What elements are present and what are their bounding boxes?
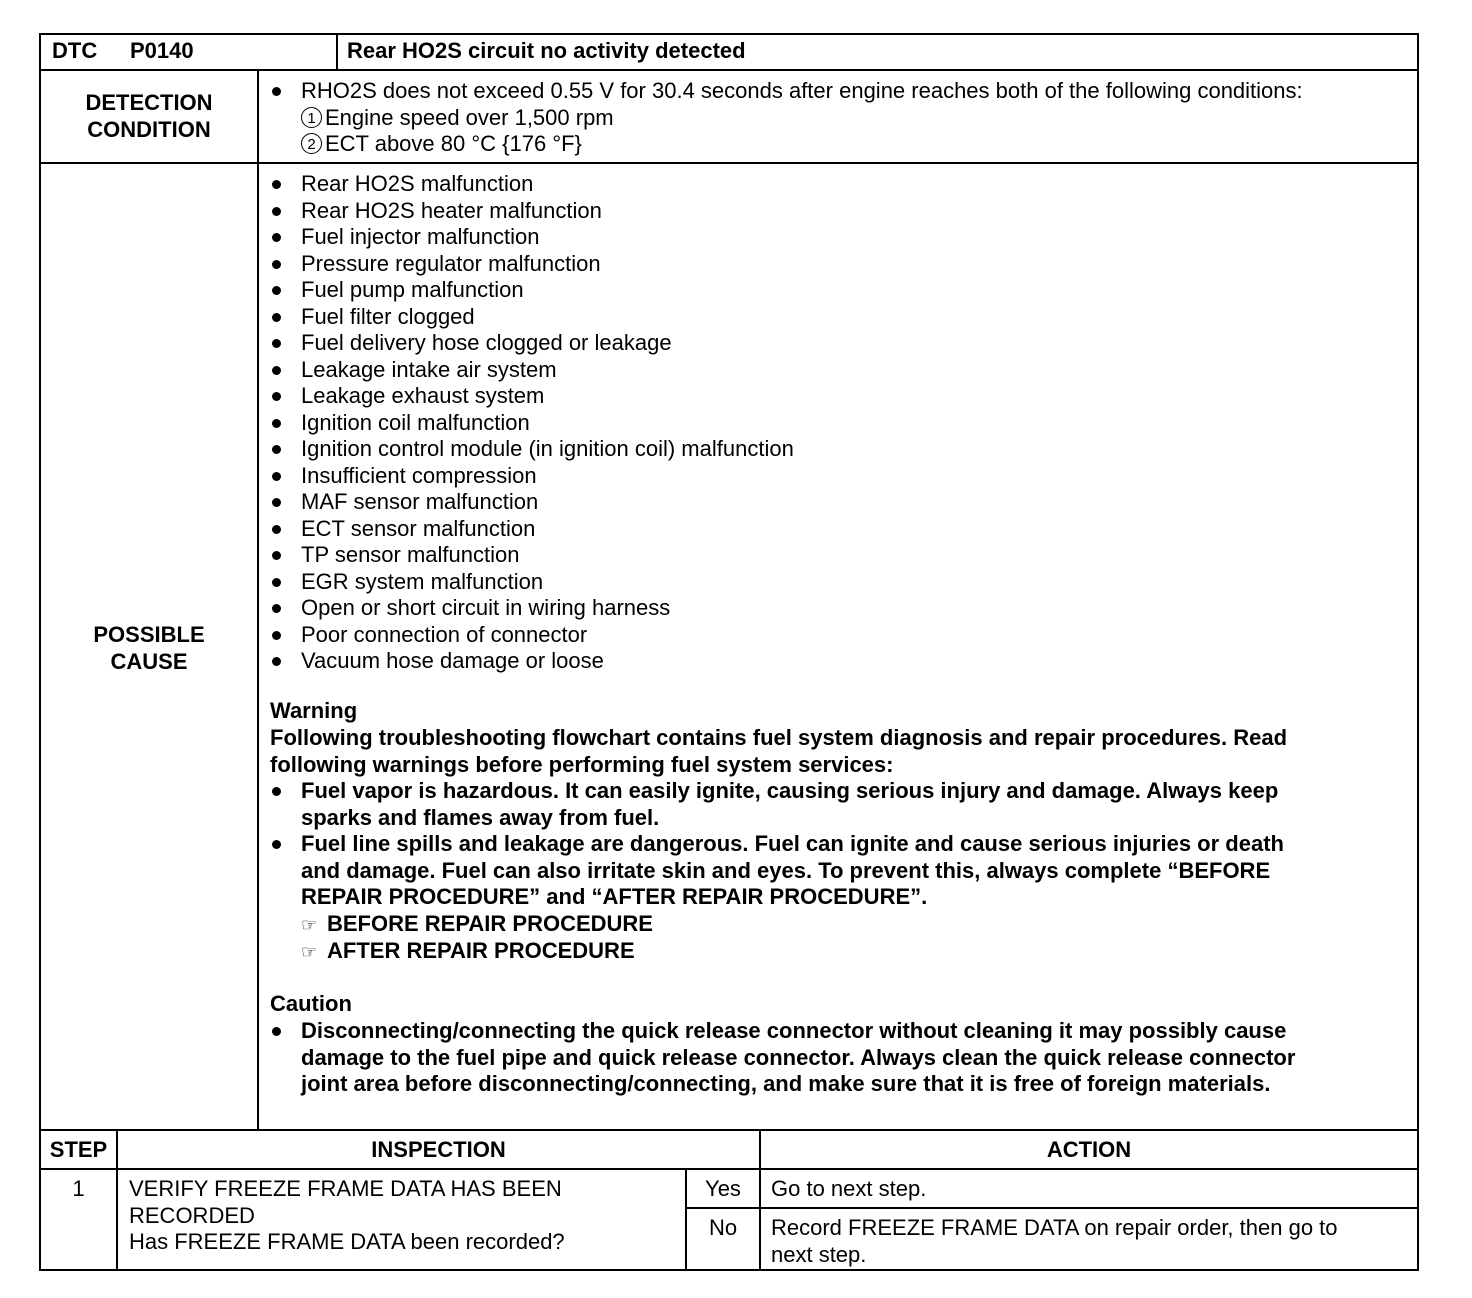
pointing-hand-icon: ☞	[301, 914, 318, 935]
col-divider	[336, 33, 338, 70]
yes-label: Yes	[705, 1176, 741, 1201]
row-divider	[685, 1207, 1419, 1209]
no-label: No	[708, 1215, 738, 1240]
row-divider	[39, 162, 1419, 164]
cause-item: Pressure regulator malfunction	[270, 251, 794, 278]
warning-item: Fuel vapor is hazardous. It can easily ignite, causing serious injury and damage. Always keep sparks and flames away from fuel.	[270, 778, 1284, 831]
no-action: Record FREEZE FRAME DATA on repair order, then go to next step.	[771, 1215, 1338, 1267]
cause-item: EGR system malfunction	[270, 569, 794, 596]
warning-list	[270, 778, 1284, 966]
row-divider	[39, 1168, 1419, 1170]
detection-cond-1: 1 Engine speed over 1,500 rpm	[270, 105, 1303, 132]
cause-item: Open or short circuit in wiring harness	[270, 595, 794, 622]
caution-title: Caution	[270, 991, 352, 1016]
col-header-inspection: INSPECTION	[371, 1137, 506, 1162]
detection-cond-2: 2 ECT above 80 °C {176 °F}	[270, 131, 1303, 158]
cause-item: Leakage intake air system	[270, 357, 794, 384]
cause-item: TP sensor malfunction	[270, 542, 794, 569]
cause-item: Poor connection of connector	[270, 622, 794, 649]
caution-item: Disconnecting/connecting the quick release connector without cleaning it may possibly cause damage to the fuel pipe and quick release connector. Always clean the quick release connector joint area before disconnecting/connecting, and make sure that it is free of foreign materials.	[270, 1018, 1295, 1098]
cause-item: Fuel injector malfunction	[270, 224, 794, 251]
cause-item: Fuel filter clogged	[270, 304, 794, 331]
dtc-code: P0140	[130, 38, 194, 63]
cause-item: Ignition control module (in ignition coil) malfunction	[270, 436, 794, 463]
ref-before-repair[interactable]: ☞ BEFORE REPAIR PROCEDURE	[301, 911, 1284, 939]
possible-cause-label: POSSIBLE CAUSE	[93, 622, 205, 674]
col-divider	[257, 69, 259, 1131]
warning-item: Fuel line spills and leakage are dangerous. Fuel can ignite and cause serious injuries or death and damage. Fuel can also irritate skin and eyes. To prevent this, always complete “BEFORE REPAIR PROCEDURE” and “AFTER REPAIR PROCEDURE”. ☞ BEFORE REPAIR PROCEDURE ☞ AFTER REPAIR PROCEDURE	[270, 831, 1284, 966]
possible-cause-list	[270, 171, 794, 675]
warning-intro: Following troubleshooting flowchart contains fuel system diagnosis and repair procedures. Read following warnings before performing fuel system services:	[270, 725, 1288, 777]
detection-main: RHO2S does not exceed 0.55 V for 30.4 seconds after engine reaches both of the following conditions:	[270, 78, 1303, 105]
yes-action: Go to next step.	[771, 1176, 927, 1201]
dtc-label: DTC	[52, 38, 98, 63]
warning-title: Warning	[270, 698, 358, 723]
cause-item: Rear HO2S heater malfunction	[270, 198, 794, 225]
row-divider	[39, 69, 1419, 71]
step-number: 1	[72, 1176, 85, 1201]
dtc-title: Rear HO2S circuit no activity detected	[347, 38, 746, 63]
cause-item: Ignition coil malfunction	[270, 410, 794, 437]
inspection-text: VERIFY FREEZE FRAME DATA HAS BEEN RECORDED Has FREEZE FRAME DATA been recorded?	[129, 1176, 565, 1254]
cause-item: Insufficient compression	[270, 463, 794, 490]
cause-item: Fuel pump malfunction	[270, 277, 794, 304]
row-divider	[39, 1129, 1419, 1131]
cause-item: Fuel delivery hose clogged or leakage	[270, 330, 794, 357]
detection-condition	[270, 78, 1303, 158]
col-header-step: STEP	[49, 1137, 108, 1162]
caution-list	[270, 1018, 1295, 1098]
cause-item: ECT sensor malfunction	[270, 516, 794, 543]
cause-item: MAF sensor malfunction	[270, 489, 794, 516]
pointing-hand-icon: ☞	[301, 942, 318, 962]
detection-label: DETECTION CONDITION	[85, 90, 213, 142]
cause-item: Leakage exhaust system	[270, 383, 794, 410]
cause-item: Rear HO2S malfunction	[270, 171, 794, 198]
cause-item: Vacuum hose damage or loose	[270, 648, 794, 675]
ref-after-repair[interactable]: ☞ AFTER REPAIR PROCEDURE	[301, 938, 1284, 966]
col-header-action: ACTION	[1046, 1137, 1132, 1162]
